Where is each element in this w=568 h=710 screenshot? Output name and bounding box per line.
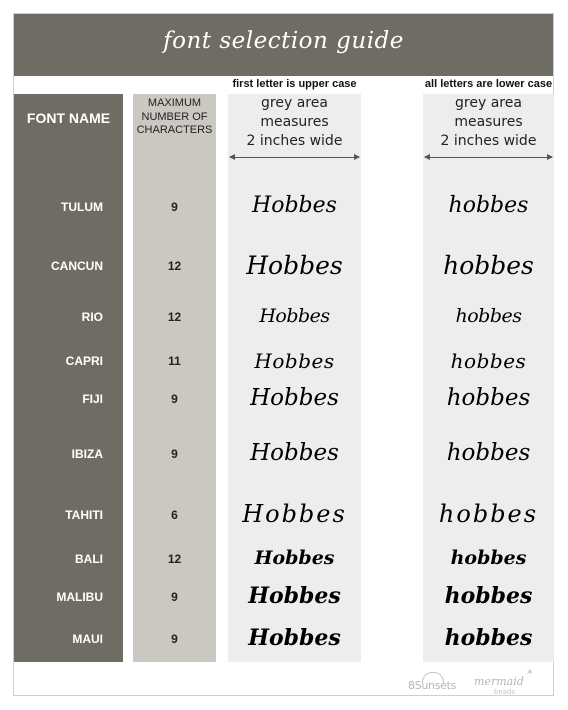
font-name-tahiti: TAHITI <box>65 508 103 522</box>
upper-case-note: first letter is upper case <box>232 78 357 90</box>
lower-case-sample: hobbes <box>455 305 522 328</box>
font-name-bali: BALI <box>75 552 103 566</box>
width-arrow-icon <box>425 157 552 158</box>
font-name-heading: FONT NAME <box>26 110 111 126</box>
measure-line: 2 inches wide <box>440 133 537 149</box>
lower-case-sample: hobbes <box>444 583 533 610</box>
font-name-tulum: TULUM <box>61 200 103 214</box>
lower-case-sample: hobbes <box>446 439 531 466</box>
font-name-cancun: CANCUN <box>51 259 103 273</box>
width-arrow-icon <box>230 157 359 158</box>
brand-logo-beads: beads <box>494 688 516 696</box>
upper-case-sample: Hobbes <box>259 305 330 328</box>
font-name-rio: RIO <box>81 310 103 324</box>
measure-line: grey area <box>455 95 522 111</box>
font-name-column <box>14 94 123 662</box>
max-characters-value: 9 <box>171 200 178 214</box>
max-characters-value: 9 <box>171 447 178 461</box>
font-name-malibu: MALIBU <box>56 590 103 604</box>
upper-case-sample: Hobbes <box>248 625 341 652</box>
upper-case-sample: Hobbes <box>242 500 347 529</box>
measure-line: grey area <box>261 95 328 111</box>
lower-case-sample: hobbes <box>450 547 527 570</box>
upper-case-sample: Hobbes <box>252 193 337 219</box>
measure-line: measures <box>260 114 329 130</box>
max-characters-value: 6 <box>171 508 178 522</box>
upper-measure-note <box>228 94 361 151</box>
upper-case-sample: Hobbes <box>250 384 339 411</box>
brand-logo-8sunsets: 8Sunsets <box>408 679 457 692</box>
upper-case-sample-column <box>228 94 361 662</box>
star-icon: ✶ <box>526 668 534 678</box>
max-characters-value: 12 <box>167 259 182 273</box>
lower-case-sample: hobbes <box>446 384 531 411</box>
lower-case-sample: hobbes <box>450 348 527 373</box>
measure-line: measures <box>454 114 523 130</box>
max-characters-column <box>133 94 216 662</box>
max-characters-heading: MAXIMUM NUMBER OF CHARACTERS <box>136 97 213 136</box>
font-name-maui: MAUI <box>72 632 103 646</box>
max-characters-value: 12 <box>167 310 182 324</box>
brand-logos <box>408 664 548 696</box>
lower-case-sample: hobbes <box>448 193 529 219</box>
upper-case-sample: Hobbes <box>246 250 343 280</box>
lower-case-sample: hobbes <box>443 250 534 280</box>
lower-measure-note <box>423 94 554 151</box>
font-name-fiji: FIJI <box>82 392 103 406</box>
max-characters-value: 9 <box>171 590 178 604</box>
max-characters-value: 9 <box>171 392 178 406</box>
max-characters-value: 12 <box>167 552 182 566</box>
upper-case-sample: Hobbes <box>254 547 335 570</box>
lower-case-sample-column <box>423 94 554 662</box>
font-name-ibiza: IBIZA <box>71 447 103 461</box>
measure-line: 2 inches wide <box>246 133 343 149</box>
upper-case-sample: Hobbes <box>254 348 335 373</box>
font-name-capri: CAPRI <box>65 354 103 368</box>
page-title: font selection guide <box>163 28 404 54</box>
lower-case-sample: hobbes <box>444 625 533 652</box>
brand-logo-mermaid: mermaid <box>474 675 524 688</box>
lower-case-note: all letters are lower case <box>424 78 553 90</box>
upper-case-sample: Hobbes <box>250 439 339 466</box>
max-characters-value: 9 <box>171 632 178 646</box>
upper-case-sample: Hobbes <box>248 583 341 610</box>
max-characters-value: 11 <box>168 354 181 368</box>
lower-case-sample: hobbes <box>438 500 539 529</box>
header-banner <box>14 14 553 76</box>
